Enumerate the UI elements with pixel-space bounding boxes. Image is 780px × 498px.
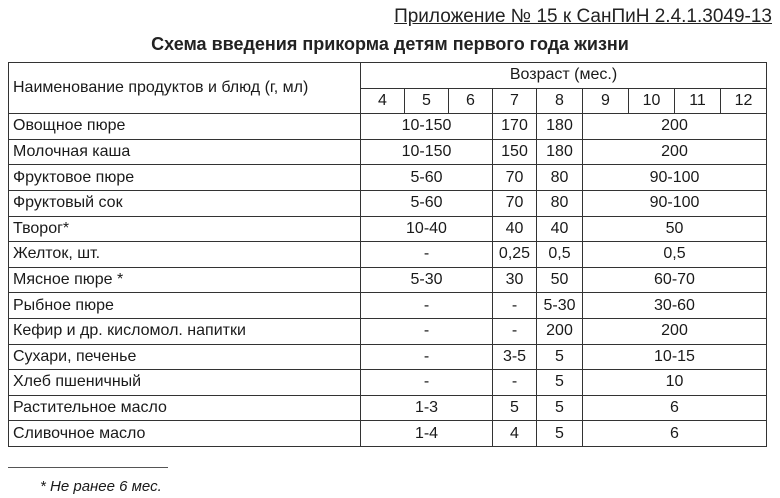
amount-7-months: 30 bbox=[493, 267, 537, 293]
product-name-cell: Сливочное масло bbox=[9, 421, 361, 447]
product-name-cell: Фруктовое пюре bbox=[9, 165, 361, 191]
table-row bbox=[9, 190, 767, 216]
amount-8-months: 80 bbox=[537, 165, 583, 191]
month-header: 11 bbox=[675, 88, 721, 114]
month-header: 7 bbox=[493, 88, 537, 114]
amount-9-12-months: 200 bbox=[583, 114, 767, 140]
product-name-cell: Сухари, печенье bbox=[9, 344, 361, 370]
amount-8-months: 80 bbox=[537, 190, 583, 216]
amount-8-months: 40 bbox=[537, 216, 583, 242]
month-header: 8 bbox=[537, 88, 583, 114]
table-row bbox=[9, 318, 767, 344]
amount-4-6-months: 10-150 bbox=[361, 114, 493, 140]
amount-8-months: 5-30 bbox=[537, 293, 583, 319]
amount-4-6-months: 5-30 bbox=[361, 267, 493, 293]
product-name-cell: Желток, шт. bbox=[9, 242, 361, 268]
table-row bbox=[9, 114, 767, 140]
table-row bbox=[9, 293, 767, 319]
amount-7-months: 70 bbox=[493, 190, 537, 216]
amount-7-months: 5 bbox=[493, 395, 537, 421]
footnote-divider bbox=[8, 467, 168, 468]
table-body bbox=[9, 114, 767, 447]
age-header: Возраст (мес.) bbox=[361, 63, 767, 89]
amount-7-months: 70 bbox=[493, 165, 537, 191]
amount-4-6-months: - bbox=[361, 370, 493, 396]
product-name-cell: Растительное масло bbox=[9, 395, 361, 421]
product-name-cell: Мясное пюре * bbox=[9, 267, 361, 293]
amount-9-12-months: 10 bbox=[583, 370, 767, 396]
table-row bbox=[9, 344, 767, 370]
amount-8-months: 180 bbox=[537, 114, 583, 140]
month-header: 9 bbox=[583, 88, 629, 114]
amount-8-months: 0,5 bbox=[537, 242, 583, 268]
table-row bbox=[9, 139, 767, 165]
table-row bbox=[9, 165, 767, 191]
amount-7-months: 3-5 bbox=[493, 344, 537, 370]
feeding-schedule-table bbox=[8, 62, 767, 447]
amount-7-months: 170 bbox=[493, 114, 537, 140]
product-name-cell: Фруктовый сок bbox=[9, 190, 361, 216]
amount-7-months: 150 bbox=[493, 139, 537, 165]
month-header: 5 bbox=[405, 88, 449, 114]
amount-9-12-months: 200 bbox=[583, 318, 767, 344]
amount-9-12-months: 6 bbox=[583, 395, 767, 421]
amount-7-months: - bbox=[493, 318, 537, 344]
amount-9-12-months: 90-100 bbox=[583, 165, 767, 191]
appendix-reference: Приложение № 15 к СанПиН 2.4.1.3049-13 bbox=[394, 6, 772, 27]
table-row bbox=[9, 267, 767, 293]
amount-4-6-months: - bbox=[361, 242, 493, 268]
month-header: 10 bbox=[629, 88, 675, 114]
amount-9-12-months: 30-60 bbox=[583, 293, 767, 319]
amount-9-12-months: 0,5 bbox=[583, 242, 767, 268]
product-name-cell: Рыбное пюре bbox=[9, 293, 361, 319]
footnote: * Не ранее 6 мес. bbox=[40, 478, 162, 495]
amount-4-6-months: 1-3 bbox=[361, 395, 493, 421]
amount-8-months: 5 bbox=[537, 370, 583, 396]
product-name-cell: Хлеб пшеничный bbox=[9, 370, 361, 396]
product-name-header: Наименование продуктов и блюд (г, мл) bbox=[9, 63, 361, 114]
table-row bbox=[9, 242, 767, 268]
amount-8-months: 180 bbox=[537, 139, 583, 165]
amount-9-12-months: 90-100 bbox=[583, 190, 767, 216]
document-title: Схема введения прикорма детям первого года жизни bbox=[151, 34, 629, 54]
table-row bbox=[9, 395, 767, 421]
amount-4-6-months: 10-40 bbox=[361, 216, 493, 242]
amount-7-months: 0,25 bbox=[493, 242, 537, 268]
age-header-row bbox=[9, 63, 767, 89]
amount-7-months: 40 bbox=[493, 216, 537, 242]
amount-8-months: 200 bbox=[537, 318, 583, 344]
amount-7-months: 4 bbox=[493, 421, 537, 447]
table-row bbox=[9, 216, 767, 242]
amount-4-6-months: - bbox=[361, 344, 493, 370]
amount-4-6-months: 5-60 bbox=[361, 190, 493, 216]
amount-4-6-months: - bbox=[361, 318, 493, 344]
product-name-cell: Молочная каша bbox=[9, 139, 361, 165]
amount-7-months: - bbox=[493, 370, 537, 396]
amount-4-6-months: 5-60 bbox=[361, 165, 493, 191]
amount-9-12-months: 200 bbox=[583, 139, 767, 165]
month-header: 4 bbox=[361, 88, 405, 114]
amount-9-12-months: 10-15 bbox=[583, 344, 767, 370]
amount-4-6-months: 10-150 bbox=[361, 139, 493, 165]
product-name-cell: Творог* bbox=[9, 216, 361, 242]
amount-9-12-months: 6 bbox=[583, 421, 767, 447]
month-header: 12 bbox=[721, 88, 767, 114]
table-row bbox=[9, 421, 767, 447]
amount-7-months: - bbox=[493, 293, 537, 319]
amount-8-months: 5 bbox=[537, 395, 583, 421]
amount-8-months: 50 bbox=[537, 267, 583, 293]
product-name-cell: Овощное пюре bbox=[9, 114, 361, 140]
amount-8-months: 5 bbox=[537, 344, 583, 370]
amount-4-6-months: 1-4 bbox=[361, 421, 493, 447]
amount-9-12-months: 60-70 bbox=[583, 267, 767, 293]
amount-4-6-months: - bbox=[361, 293, 493, 319]
month-header: 6 bbox=[449, 88, 493, 114]
product-name-cell: Кефир и др. кисломол. напитки bbox=[9, 318, 361, 344]
amount-8-months: 5 bbox=[537, 421, 583, 447]
amount-9-12-months: 50 bbox=[583, 216, 767, 242]
table-row bbox=[9, 370, 767, 396]
